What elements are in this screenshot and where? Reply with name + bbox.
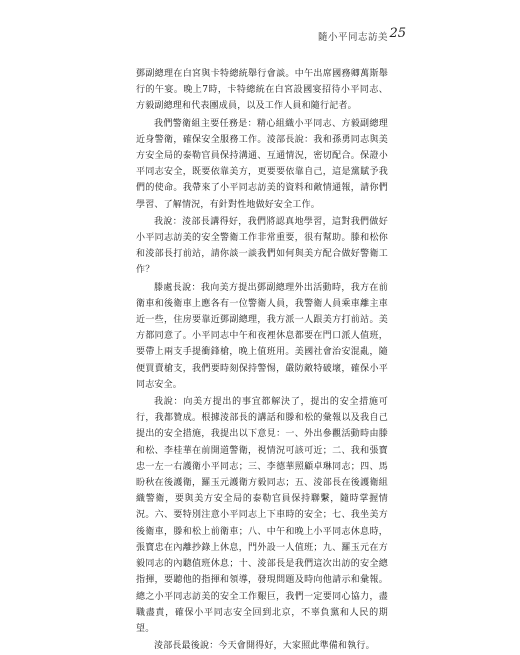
- body-text: [136, 66, 388, 655]
- running-title: 隨小平同志訪美: [317, 32, 388, 43]
- page-number: 25: [389, 26, 406, 41]
- page-header: [0, 28, 520, 46]
- paragraph: 我說：淩部長講得好，我們將認真地學習，這對我們做好小平同志訪美的安全警衛工作非常重要，很有幫助。滕和松你和淩部長打前站，請你談一談我們如何與美方配合做好警衛工作？: [136, 216, 388, 276]
- paragraph: 我說：向美方提出的事宜都解決了，提出的安全措施可行，我都贊成。根據淩部長的講話和滕和松的彙報以及我自己提出的安全措施，我提出以下意見：一、外出參觀活動時由滕和松、李桂華在前開道警衛，視情況可該可近；二、我和張寶忠一左一右護衛小平同志；三、李德華照顧卓琳同志；四、馬盼秋在後護衛，羅玉元護衛方毅同志；五、淩部長在後護衛組織警衛，要與美方安全局的泰勒官員保持聯繫，隨時掌握情況。六、要特別注意小平同志上下車時的安全；七、我坐美方後衛車，滕和松上前衛車；八、中午和晚上小平同志休息時，張寶忠在內離抄錄上休息，門外設一人值班；九、羅玉元在方毅同志的內聽值班休息；十、淩部長是我們這次出訪的安全總指揮，要聽他的指揮和領導，發現問題及時向他請示和彙報。總之小平同志訪美的安全工作艱巨，我們一定要同心協力，盡職盡責，確保小平同志安全回到北京，不辜負黨和人民的期望。: [136, 397, 388, 634]
- paragraph: 淩部長最後說：今天會開得好，大家照此準備和執行。: [154, 641, 375, 652]
- paragraph: 我們警衛組主要任務是：精心組織小平同志、方毅副總理近身警衛，確保安全服務工作。淩部長說：我和孫勇同志與美方安全局的泰勒官員保持溝通、互通情況，密切配合。保證小平同志安全，既要依靠美方，更要要依靠自己，這是黨賦予我們的使命。我帶來了小平同志訪美的資料和敵情通報，請你們學習、了解情況，有針對性地做好安全工作。: [136, 118, 388, 210]
- paragraph: 滕處長說：我向美方提出鄧副總理外出活動時，我方在前衛車和後衛車上應各有一位警衛人員，我警衛人員乘車離主車近一些，住房要靠近鄧副總理，我方派一人跟美方打前站。美方都同意了。小平同志中午和夜裡休息都要在門口派人值班，要帶上兩支手提衝鋒槍，晚上值班用。美國社會治安混亂，隨便買賣槍支，我們要時刻保持警惕，嚴防敵特破壞，確保小平同志安全。: [136, 282, 388, 390]
- paragraph: 鄧副總理在白宮與卡特總統舉行會談。中午出席國務卿萬斯舉行的午宴。晚上7時，卡特總統在白宮設國宴招待小平同志、方毅副總理和代表團成員，以及工作人員和隨行記者。: [136, 69, 388, 112]
